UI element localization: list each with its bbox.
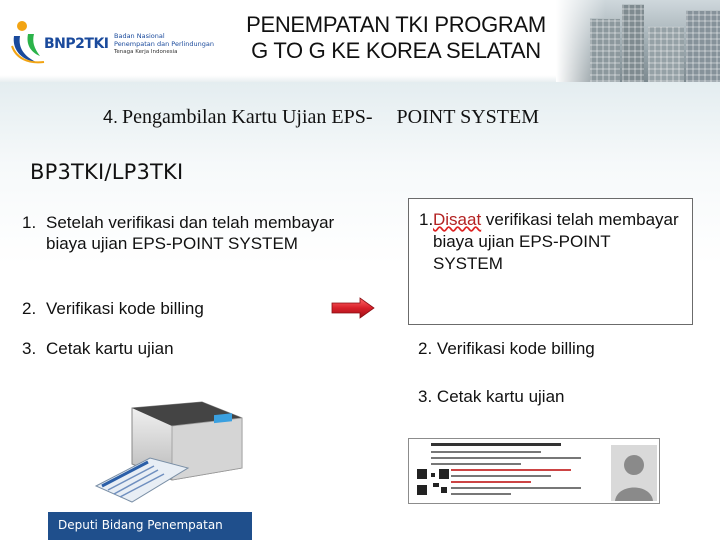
footer-text: Deputi Bidang Penempatan [58,518,223,532]
item-text: Verifikasi kode billing [46,299,204,318]
building-photo [556,0,720,82]
item-text: Cetak kartu ujian [46,339,174,358]
exam-card-image [408,438,660,504]
item-number: 3. [418,387,433,406]
section-heading: BP3TKI/LP3TKI [30,160,184,184]
title-line-2: G TO G KE KOREA SELATAN [251,38,541,63]
logo-tagline [114,32,214,56]
list-item [418,338,595,359]
logo-line-1: Badan Nasional [114,32,165,40]
list-item [418,386,565,407]
item-number: 1. [419,210,434,229]
subtitle-part-2: POINT SYSTEM [396,106,539,128]
item-number: 1. [22,213,37,232]
item-number: 3. [22,339,37,358]
subtitle-part-1: Pengambilan Kartu Ujian EPS- [122,106,373,128]
item-text [433,209,683,275]
item-text: Cetak kartu ujian [436,387,565,406]
logo-line-3: Tenaga Kerja Indonesia [114,49,178,55]
slide-subtitle [103,106,539,129]
printer-icon [92,398,248,520]
highlighted-step-box [408,198,693,325]
subtitle-number: 4. [103,107,119,127]
portrait-icon [611,445,657,501]
bnp2tki-logo [8,14,214,70]
logo-line-2: Penempatan dan Perlindungan [114,40,214,48]
item-text: Verifikasi kode billing [436,339,595,358]
title-line-1: PENEMPATAN TKI PROGRAM [246,12,546,37]
item-text: Setelah verifikasi dan telah membayar biaya ujian EPS-POINT SYSTEM [46,213,335,253]
item-number: 2. [418,339,433,358]
item-number: 2. [22,299,37,318]
highlight-word: Disaat [433,210,482,229]
qr-code-icon [415,467,451,497]
item-text-rest: verifikasi telah membayar biaya ujian EPS-POINT SYSTEM [433,210,679,273]
right-arrow-icon [330,296,376,320]
logo-wordmark: BNP2TKI [44,36,109,52]
page-title [218,12,574,64]
